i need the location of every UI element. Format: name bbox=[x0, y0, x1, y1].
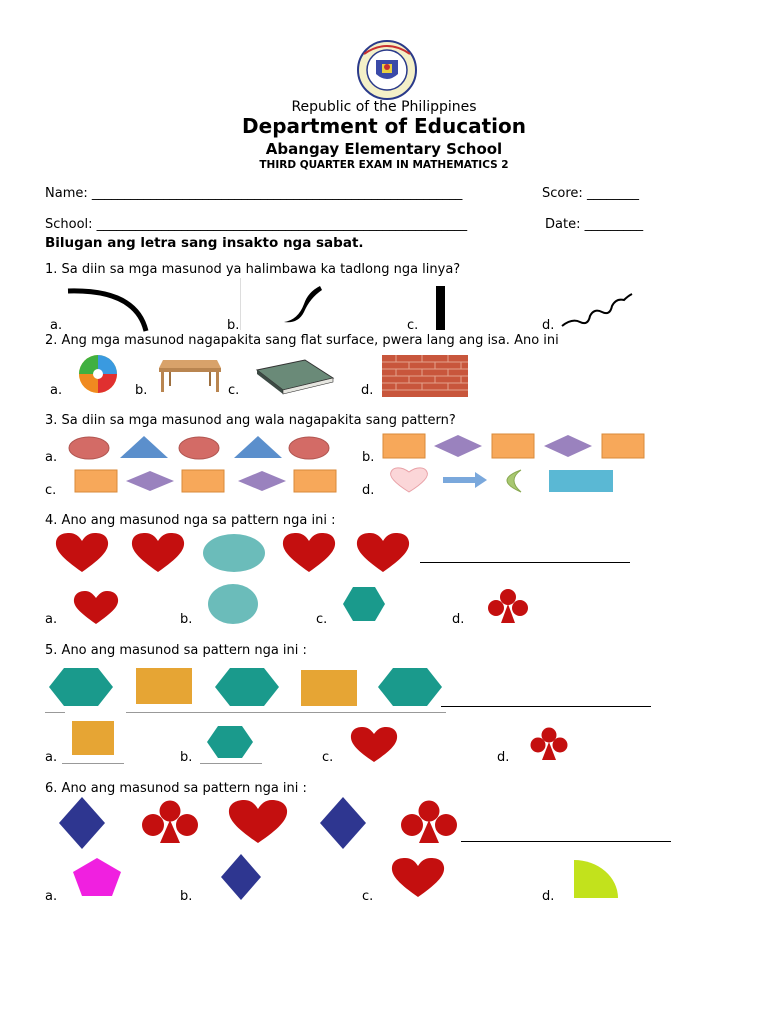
name-field bbox=[45, 186, 462, 201]
option-a[interactable]: a. bbox=[45, 889, 58, 904]
school-title: Abangay Elementary School bbox=[265, 140, 503, 158]
curved-line-icon bbox=[66, 285, 156, 335]
square-shape bbox=[383, 434, 425, 458]
oval-shape bbox=[69, 437, 109, 459]
heart-icon bbox=[54, 532, 110, 574]
department-title: Department of Education bbox=[242, 114, 526, 138]
option-d[interactable]: d. bbox=[361, 383, 374, 398]
beach-ball-icon bbox=[72, 354, 122, 394]
brick-wall-icon bbox=[382, 355, 468, 397]
option-a[interactable]: a. bbox=[45, 612, 58, 627]
option-c[interactable]: c. bbox=[316, 612, 328, 627]
square-shape bbox=[602, 434, 644, 458]
score-field bbox=[542, 186, 639, 201]
school-field bbox=[45, 217, 467, 232]
option-d[interactable]: d. bbox=[452, 612, 465, 627]
question-text: Sa diin sa mga masunod ang wala nagapakita sang pattern? bbox=[61, 413, 456, 428]
heart-icon bbox=[130, 532, 186, 574]
brush-stroke-icon bbox=[280, 282, 330, 332]
school-line: _________________________________________________________ bbox=[96, 217, 468, 232]
divider bbox=[240, 278, 241, 330]
question-1 bbox=[45, 262, 460, 277]
square-icon bbox=[300, 669, 358, 707]
club-icon bbox=[484, 588, 532, 624]
straight-line-icon bbox=[436, 286, 448, 332]
triangle-shape bbox=[120, 436, 168, 458]
rhombus-shape bbox=[126, 471, 174, 491]
option-c[interactable]: c. bbox=[322, 750, 334, 765]
option-c[interactable]: c. bbox=[362, 889, 374, 904]
option-c[interactable]: c. bbox=[45, 483, 57, 498]
option-a[interactable]: a. bbox=[45, 450, 58, 465]
club-icon bbox=[527, 727, 571, 761]
option-c[interactable]: c. bbox=[228, 383, 240, 398]
diamond-icon bbox=[58, 796, 106, 850]
underline-decoration bbox=[45, 712, 65, 713]
heart-icon bbox=[349, 726, 399, 764]
question-4 bbox=[45, 513, 336, 528]
rectangle-shape bbox=[549, 470, 613, 492]
question-text: Ang mga masunod nagapakita sang flat surface, pwera lang ang isa. Ano ini bbox=[61, 333, 559, 348]
question-number: 1. bbox=[45, 262, 58, 277]
pentagon-icon bbox=[72, 857, 122, 897]
question-6 bbox=[45, 781, 307, 796]
wavy-line-icon bbox=[560, 290, 632, 330]
question-2 bbox=[45, 333, 559, 348]
instruction: Bilugan ang letra sang insakto nga sabat. bbox=[45, 235, 364, 251]
underline-decoration bbox=[200, 763, 262, 764]
question-text: Ano ang masunod sa pattern nga ini : bbox=[61, 643, 307, 658]
pattern-b-shapes bbox=[382, 432, 652, 462]
book-icon bbox=[255, 358, 335, 394]
diamond-icon bbox=[220, 853, 262, 901]
oval-icon bbox=[207, 583, 259, 625]
heart-icon bbox=[390, 857, 446, 899]
hexagon-icon bbox=[342, 586, 386, 622]
answer-blank[interactable] bbox=[461, 841, 671, 842]
answer-blank[interactable] bbox=[420, 562, 630, 563]
question-text: Ano ang masunod nga sa pattern nga ini : bbox=[61, 513, 336, 528]
option-b[interactable]: b. bbox=[180, 889, 193, 904]
oval-icon bbox=[202, 533, 266, 573]
question-number: 4. bbox=[45, 513, 58, 528]
crescent-shape bbox=[507, 470, 521, 492]
republic-text: Republic of the Philippines bbox=[291, 99, 477, 115]
deped-seal bbox=[352, 40, 422, 100]
underline-decoration bbox=[62, 763, 124, 764]
question-number: 3. bbox=[45, 413, 58, 428]
square-shape bbox=[492, 434, 534, 458]
option-d[interactable]: d. bbox=[542, 318, 555, 333]
pattern-a-shapes bbox=[68, 434, 338, 462]
square-icon bbox=[135, 667, 193, 705]
question-text: Ano ang masunod sa pattern nga ini : bbox=[61, 781, 307, 796]
option-b[interactable]: b. bbox=[180, 750, 193, 765]
heart-icon bbox=[355, 532, 411, 574]
underline-decoration bbox=[126, 712, 446, 713]
oval-shape bbox=[179, 437, 219, 459]
answer-blank[interactable] bbox=[441, 706, 651, 707]
option-a[interactable]: a. bbox=[50, 318, 63, 333]
question-number: 5. bbox=[45, 643, 58, 658]
rhombus-shape bbox=[544, 435, 592, 457]
question-3 bbox=[45, 413, 456, 428]
oval-shape bbox=[289, 437, 329, 459]
option-b[interactable]: b. bbox=[362, 450, 375, 465]
score-line: ________ bbox=[586, 186, 639, 201]
heart-icon bbox=[72, 590, 120, 626]
option-a[interactable]: a. bbox=[50, 383, 63, 398]
question-text: Sa diin sa mga masunod ya halimbawa ka tadlong nga linya? bbox=[61, 262, 461, 277]
rhombus-shape bbox=[238, 471, 286, 491]
date-field bbox=[545, 217, 643, 232]
date-line: _________ bbox=[584, 217, 644, 232]
name-line: _________________________________________________________ bbox=[91, 186, 463, 201]
hexagon-icon bbox=[206, 725, 254, 759]
square-icon bbox=[71, 720, 115, 756]
score-label: Score: bbox=[542, 186, 587, 201]
school-label: School: bbox=[45, 217, 97, 232]
hexagon-icon bbox=[377, 667, 443, 707]
club-icon bbox=[398, 800, 460, 844]
question-number: 6. bbox=[45, 781, 58, 796]
option-b[interactable]: b. bbox=[180, 612, 193, 627]
option-b[interactable]: b. bbox=[227, 318, 240, 333]
square-shape bbox=[294, 470, 336, 492]
heart-icon bbox=[227, 799, 289, 845]
arrow-shape bbox=[443, 472, 487, 488]
option-a[interactable]: a. bbox=[45, 750, 58, 765]
name-label: Name: bbox=[45, 186, 92, 201]
exam-title: THIRD QUARTER EXAM IN MATHEMATICS 2 bbox=[259, 159, 509, 171]
quarter-circle-icon bbox=[573, 859, 619, 899]
club-icon bbox=[139, 800, 201, 844]
option-b[interactable]: b. bbox=[135, 383, 148, 398]
triangle-shape bbox=[234, 436, 282, 458]
hexagon-icon bbox=[214, 667, 280, 707]
square-shape bbox=[182, 470, 224, 492]
square-shape bbox=[75, 470, 117, 492]
question-5 bbox=[45, 643, 307, 658]
pattern-c-shapes bbox=[74, 467, 344, 495]
diamond-icon bbox=[319, 796, 367, 850]
option-d[interactable]: d. bbox=[362, 483, 375, 498]
question-number: 2. bbox=[45, 333, 58, 348]
heart-icon bbox=[281, 532, 337, 574]
option-d[interactable]: d. bbox=[542, 889, 555, 904]
pattern-d-shapes bbox=[387, 466, 627, 496]
option-d[interactable]: d. bbox=[497, 750, 510, 765]
table-icon bbox=[157, 358, 223, 394]
heart-shape bbox=[391, 468, 428, 492]
rhombus-shape bbox=[434, 435, 482, 457]
option-c[interactable]: c. bbox=[407, 318, 419, 333]
date-label: Date: bbox=[545, 217, 585, 232]
hexagon-icon bbox=[48, 667, 114, 707]
